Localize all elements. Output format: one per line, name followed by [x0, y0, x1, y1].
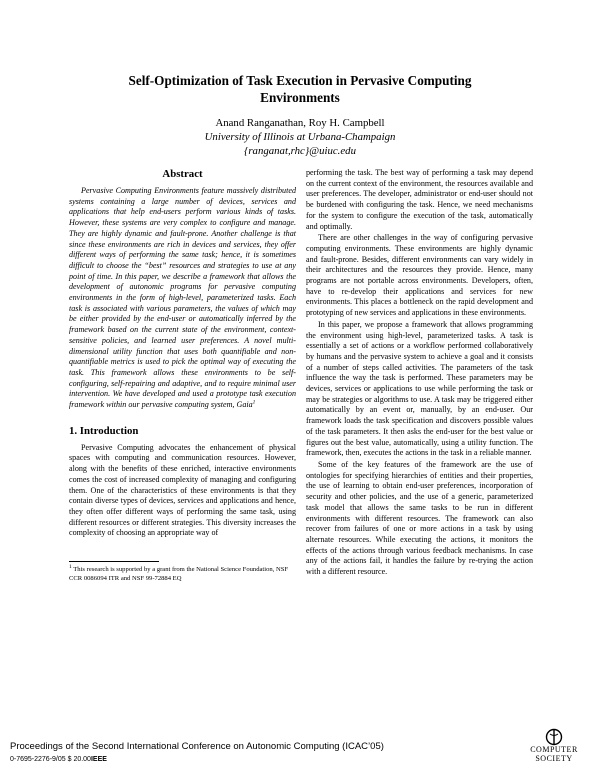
computer-society-logo — [522, 728, 586, 772]
introduction-heading: 1. Introduction — [69, 424, 139, 437]
affiliation: University of Illinois at Urbana-Champaign — [204, 131, 396, 143]
footnote-rule — [69, 561, 159, 562]
abstract-section — [69, 168, 296, 411]
paper-title — [60, 72, 540, 106]
ieee-mark: IEEE — [90, 756, 107, 763]
abstract-body: Pervasive Computing Environments feature massively distributed systems containing a large number of devices, services and applications that help end-users perform various kinds of tasks. However, these systems are very complex to configure and manage. They are highly dynamic and fault-prone. Another challenge is that since these environments are rich in devices and services, they offer different ways of performing the same task; hence, it is sometimes difficult to choose the “best” resources and strategies to use at any point of time. In this paper, we describe a framework that allows the development of autonomic programs for pervasive computing environments in the form of high-level, parameterized tasks. Each task is associated with various parameters, the values of which may be either provided by the end-user or automatically inferred by the framework based on the current state of the environment, context-sensitive policies, and learned user preferences. A novel multi-dimensional utility function that uses both quantifiable and non-quantifiable metrics is used to pick the optimal way of executing the task. This framework allows these environments to be self-configuring, self-repairing and adaptive, and to require minimal user intervention. We have developed and used a prototype task execution framework within our pervasive computing system, Gaia — [69, 186, 296, 410]
page-footer — [10, 741, 470, 764]
ieee-computer-society-logo-icon — [545, 728, 563, 746]
logo-text-line-2: SOCIETY — [535, 753, 573, 763]
footnote-mark: 1 — [69, 563, 72, 570]
footnote — [69, 563, 296, 584]
left-column — [69, 168, 296, 584]
right-paragraph-2: There are other challenges in the way of configuring pervasive computing environments. These environments are highly dynamic and fault-prone. Besides, different environments can vary widely in their architectures and the resources they provide. Hence, many programs are not portable across environments. Developers, often, have to re-develop their applications and services for new environments. This places a bottleneck on the rapid development and prototyping of new services and applications in these environments. — [306, 233, 533, 318]
intro-paragraph-1: Pervasive Computing advocates the enhancement of physical spaces with computing and communication resources. However, along with the benefits of these enriched, interactive environments comes the cost of increased complexity of managing and configuring them. One of the characteristics of these environments is that they contain diverse types of devices, services and applications and hence, they often offer different ways of performing the same task, using different resources or different strategies. This diversity increases the complexity of choosing an appropriate way of — [69, 442, 296, 538]
author-names: Anand Ranganathan, Roy H. Campbell — [215, 117, 385, 129]
right-column — [306, 168, 533, 579]
title-line-1: Self-Optimization of Task Execution in Pervasive Computing — [128, 73, 472, 88]
abstract-footnote-mark: 1 — [252, 399, 256, 406]
logo-text-line-1: COMPUTER — [530, 745, 578, 754]
abstract-heading: Abstract — [162, 168, 203, 180]
proceedings-line: Proceedings of the Second International Conference on Autonomic Computing (ICAC’05) — [10, 741, 384, 752]
abstract-text — [69, 186, 296, 411]
author-block — [60, 116, 540, 158]
isbn-text: 0-7695-2276-9/05 $ 20.00 — [10, 756, 91, 763]
isbn-line — [10, 755, 470, 764]
right-paragraph-1: performing the task. The best way of performing a task may depend on the current context of the environment, the resources available and user preferences. The developer, administrator or end-user should not be burdened with configuring the task. Hence, we need mechanisms for the system to configure the execution of the task, automatically and optimally. — [306, 168, 533, 231]
author-email: {ranganat,rhc}@uiuc.edu — [244, 145, 356, 157]
title-line-2: Environments — [260, 90, 340, 105]
right-paragraph-4: Some of the key features of the framework are the use of ontologies for specifying hierarchies of entities and their properties, the use of learning to obtain end-user preferences, incorporation of security and other policies, and the use of a generic, parameterized task model that allows the same tasks to be run in different environments with different resources. The framework can also recover from failures of one or more actions in a task by using alternate resources. While executing the actions, it monitors the effects of the actions through various feedback mechanisms. In case any of the actions fail, it handles the failure by re-trying the action with a different resource. — [306, 459, 533, 577]
right-paragraph-3: In this paper, we propose a framework that allows programming the environment using high-level, parameterized tasks. A task is essentially a set of actions or a workflow performed collaboratively by humans and the pervasive system to achieve a goal and it consists of a number of steps called activities. The parameters of the task influence the way the task is performed. These parameters may be devices, services or applications to use while performing the task or may be strategies or algorithms to use. A task may be triggered either automatically by an event or, manually, by an end-user. Our framework loads the task specification and discovers possible values of the task parameters. It then asks the end-user for the best value or figures out the best value, automatically, using a utility function. The framework, then, executes the actions in the task in a reliable manner. — [306, 319, 533, 458]
footnote-text: This research is supported by a grant from the National Science Foundation, NSF CCR 0086094 ITR and NSF 99-72884 EQ — [69, 566, 289, 582]
